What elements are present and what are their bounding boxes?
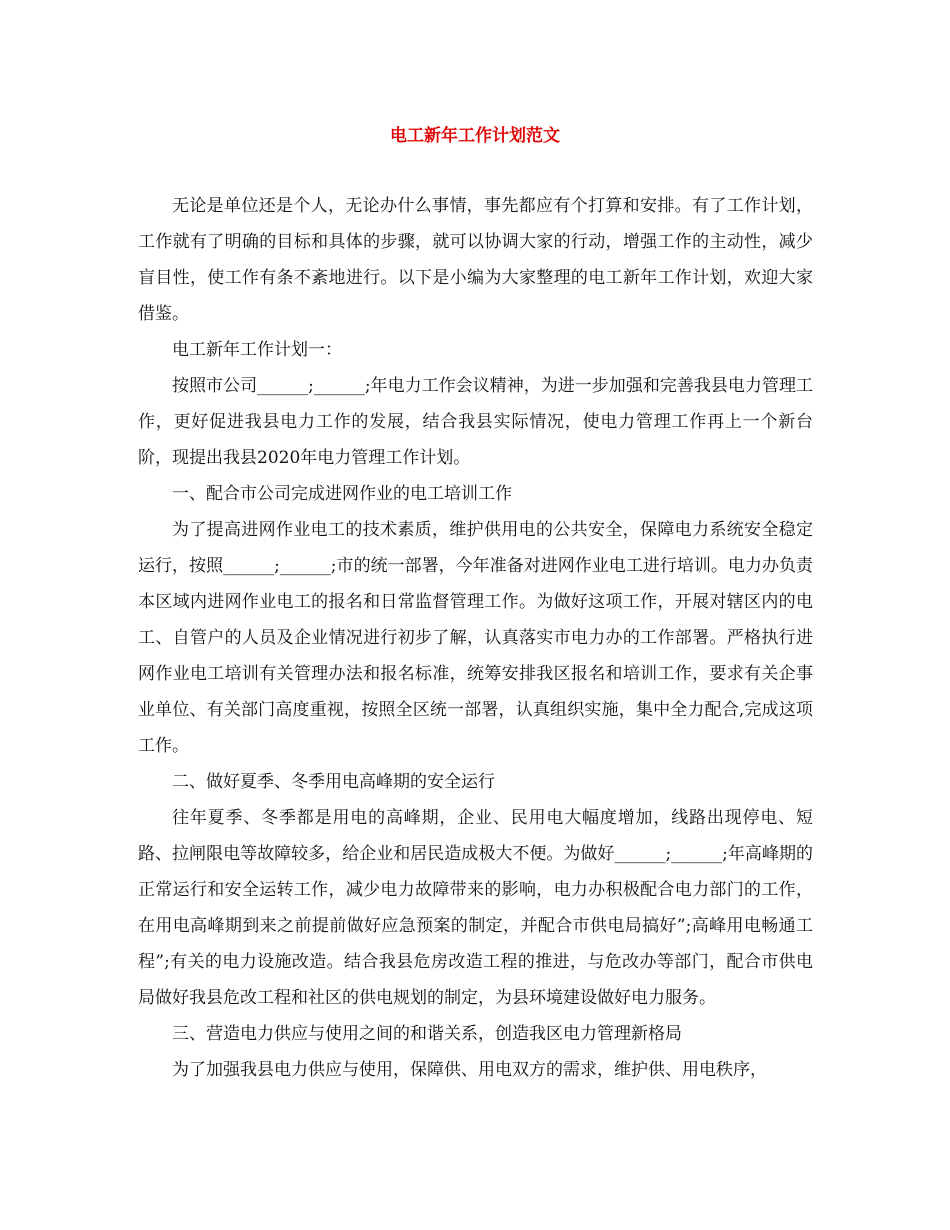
section-heading: 三、营造电力供应与使用之间的和谐关系，创造我区电力管理新格局 [172, 1024, 682, 1044]
paragraph: 往年夏季、冬季都是用电的高峰期，企业、民用电大幅度增加，线路出现停电、短路、拉闸限电等故障较多，给企业和居民造成极大不便。为做好______;______;年高峰期的正常运行和安全运转工作，减少电力故障带来的影响，电力办积极配合电力部门的工作，在用电高峰期到来之前提前做好应急预案的制定，并配合市供电局搞好”;高峰用电畅通工程”;有关的电力设施改造。结合我县危房改造工程的推进，与危改办等部门，配合市供电局做好我县危改工程和社区的供电规划的制定，为县环境建设做好电力服务。 [138, 808, 813, 1008]
paragraph-intro: 无论是单位还是个人，无论办什么事情，事先都应有个打算和安排。有了工作计划，工作就有了明确的目标和具体的步骤，就可以协调大家的行动，增强工作的主动性，减少盲目性，使工作有条不紊地进行。以下是小编为大家整理的电工新年工作计划，欢迎大家借鉴。 [138, 196, 813, 324]
paragraph-plan-heading: 电工新年工作计划一： [172, 340, 342, 360]
paragraph: 为了提高进网作业电工的技术素质，维护供用电的公共安全，保障电力系统安全稳定运行，按照______;______;市的统一部署，今年准备对进网作业电工进行培训。电力办负责本区域内进网作业电工的报名和日常监督管理工作。为做好这项工作，开展对辖区内的电工、自管户的人员及企业情况进行初步了解，认真落实市电力办的工作部署。严格执行进网作业电工培训有关管理办法和报名标准，统筹安排我区报名和培训工作，要求有关企事业单位、有关部门高度重视，按照全区统一部署，认真组织实施，集中全力配合,完成这项工作。 [138, 520, 813, 756]
section-heading: 二、做好夏季、冬季用电高峰期的安全运行 [172, 772, 495, 792]
paragraph: 为了加强我县电力供应与使用，保障供、用电双方的需求，维护供、用电秩序， [172, 1060, 767, 1080]
section-heading: 一、配合市公司完成进网作业的电工培训工作 [172, 484, 512, 504]
document-title: 电工新年工作计划范文 [390, 126, 560, 146]
document-body [138, 188, 813, 1088]
paragraph: 按照市公司______;______;年电力工作会议精神，为进一步加强和完善我县电力管理工作，更好促进我县电力工作的发展，结合我县实际情况，使电力管理工作再上一个新台阶，现提出我县2020年电力管理工作计划。 [138, 376, 813, 468]
